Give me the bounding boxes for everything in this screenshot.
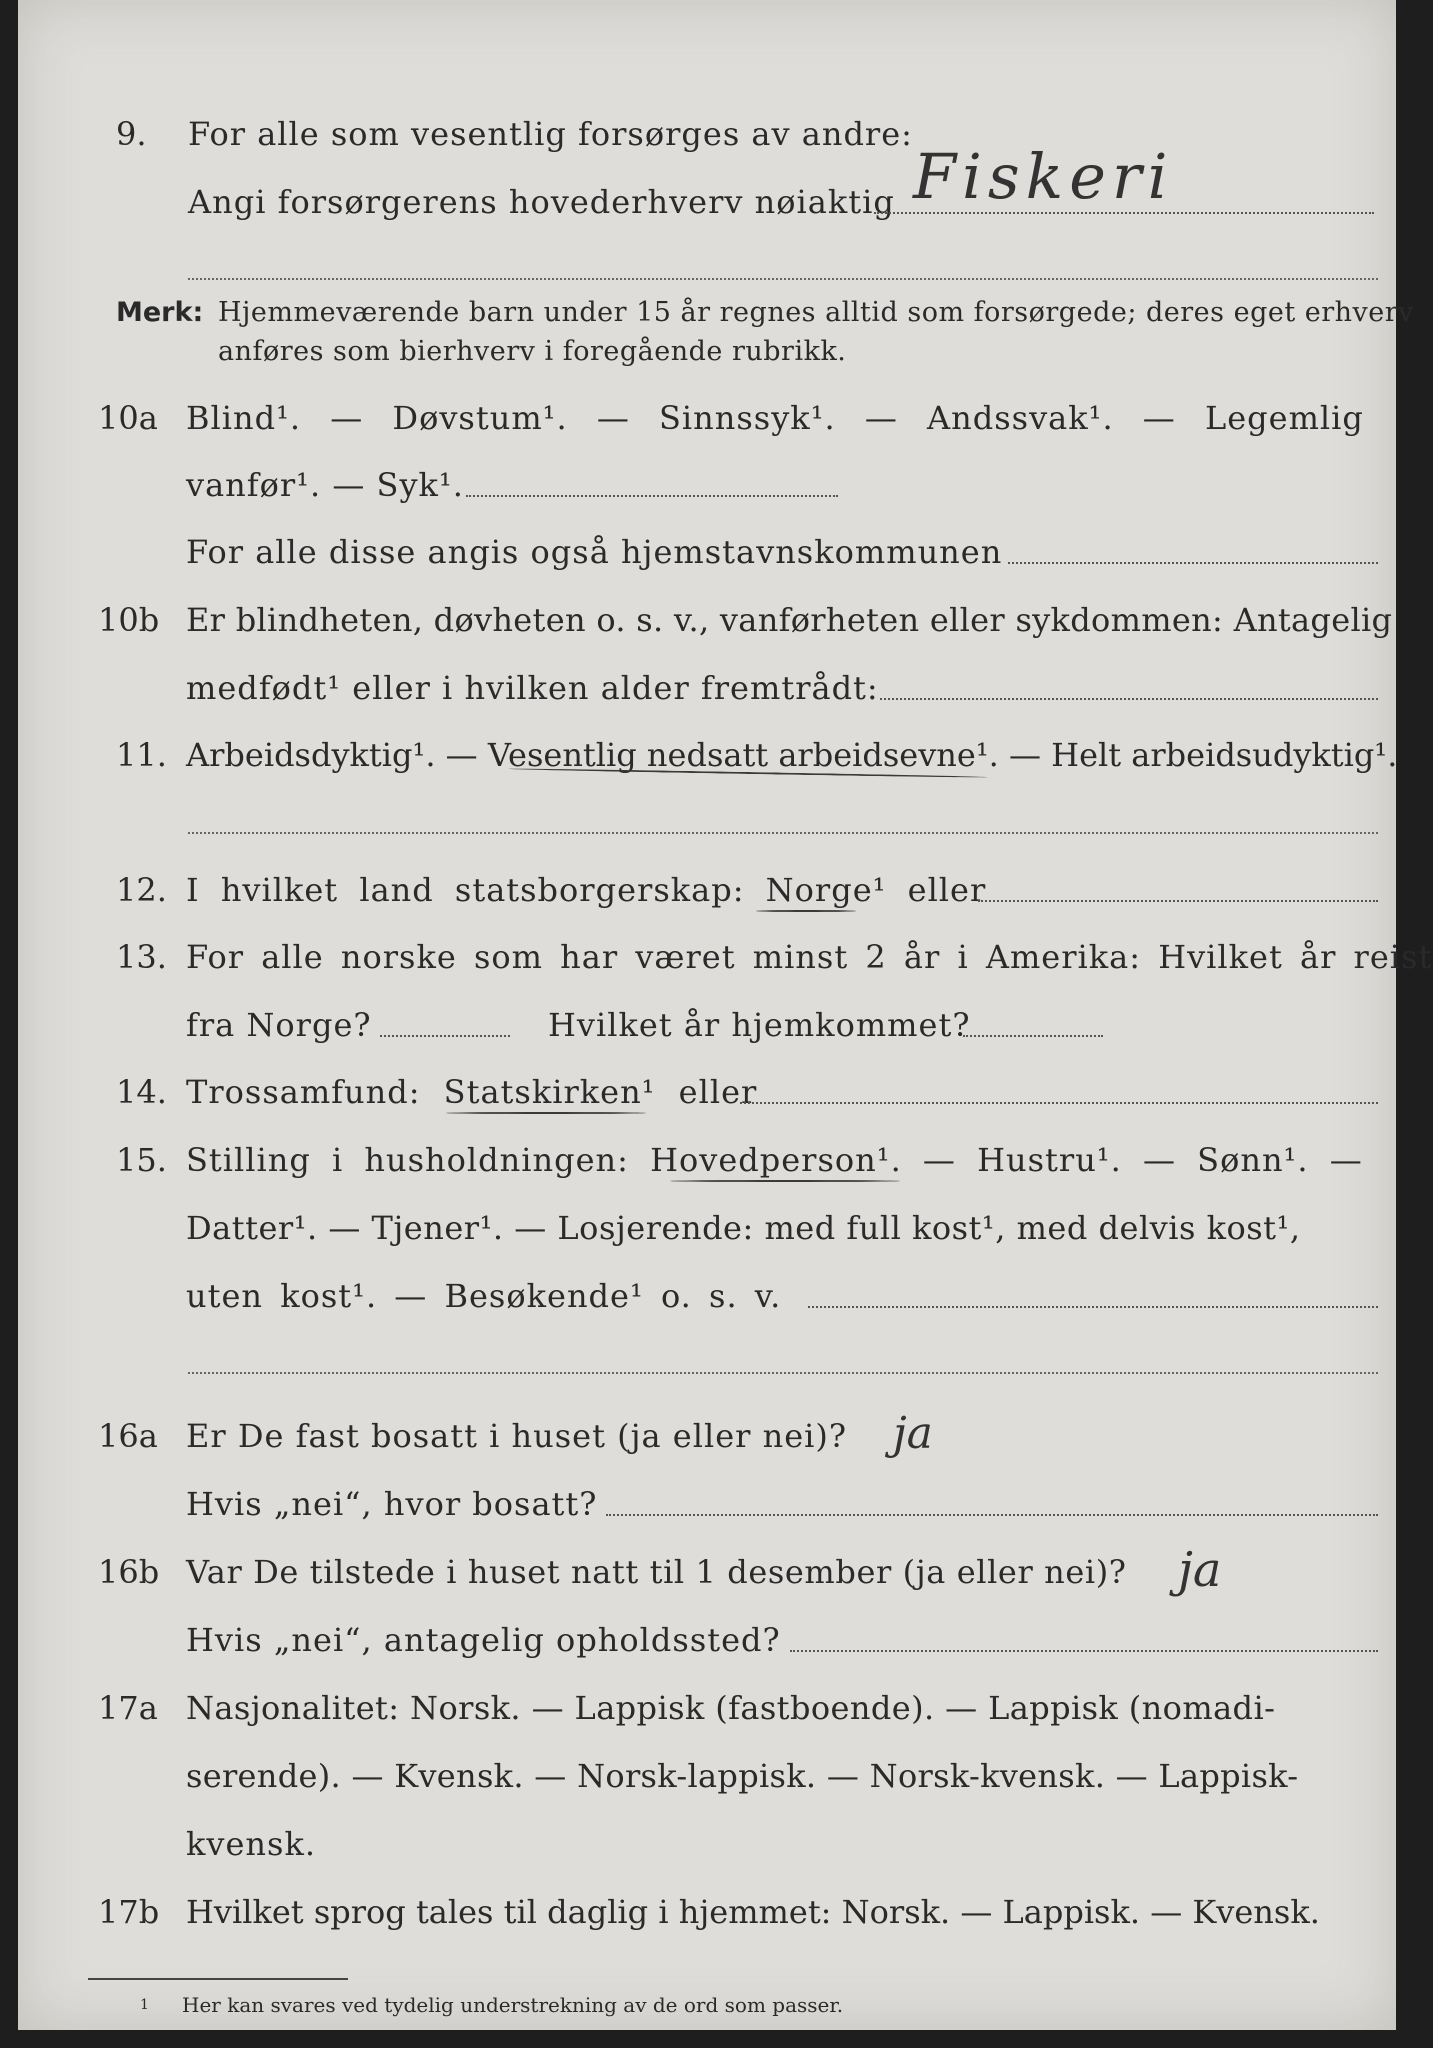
q16b-number: 16b bbox=[98, 1553, 160, 1591]
q16a-line1: Er De fast bosatt i huset (ja eller nei)? bbox=[186, 1417, 848, 1455]
q10a-line2-dots bbox=[466, 495, 838, 497]
census-form-page bbox=[18, 0, 1433, 2030]
q17a-line3: kvensk. bbox=[186, 1825, 316, 1863]
q16a-number: 16a bbox=[98, 1417, 158, 1455]
q10b-number: 10b bbox=[98, 601, 160, 639]
footnote-text: Her kan svares ved tydelig understrekning av de ord som passer. bbox=[182, 1993, 844, 2017]
q13-number: 13. bbox=[116, 938, 167, 976]
merk-line1: Hjemmeværende barn under 15 år regnes alltid som forsørgede; deres eget erhverv bbox=[218, 297, 1414, 328]
q12-number: 12. bbox=[116, 871, 167, 909]
q9-line2: Angi forsørgerens hovederhverv nøiaktig bbox=[188, 183, 895, 221]
q12-line1: I hvilket land statsborgerskap: Norge¹ eller bbox=[186, 871, 987, 909]
q10b-line1: Er blindheten, døvheten o. s. v., vanførheten eller sykdommen: Antagelig bbox=[186, 601, 1393, 639]
q10b-line2-dots bbox=[880, 698, 1378, 700]
q12-underline-mark bbox=[756, 910, 856, 912]
q13-dots-b bbox=[963, 1035, 1103, 1037]
q14-number: 14. bbox=[116, 1073, 167, 1111]
q14-line1: Trossamfund: Statskirken¹ eller bbox=[186, 1073, 758, 1111]
q14-underline-mark bbox=[446, 1112, 646, 1114]
q16b-line1: Var De tilstede i huset natt til 1 desember (ja eller nei)? bbox=[186, 1553, 1127, 1591]
q15-dots bbox=[808, 1306, 1378, 1308]
merk-line2: anføres som bierhverv i foregående rubrikk. bbox=[218, 336, 847, 367]
q17a-line1: Nasjonalitet: Norsk. — Lappisk (fastboende). — Lappisk (nomadi- bbox=[186, 1689, 1276, 1727]
q14-dots bbox=[740, 1102, 1378, 1104]
q16a-handwritten-answer: ja bbox=[893, 1408, 933, 1459]
q15-blank-line bbox=[188, 1372, 1378, 1374]
q13-line2a: fra Norge? bbox=[186, 1006, 372, 1044]
q17a-line2: serende). — Kvensk. — Norsk-lappisk. — Norsk-kvensk. — Lappisk- bbox=[186, 1757, 1299, 1795]
q9-number: 9. bbox=[116, 115, 147, 153]
q15-number: 15. bbox=[116, 1141, 167, 1179]
q10b-line2: medfødt¹ eller i hvilken alder fremtrådt: bbox=[186, 669, 879, 707]
merk-label: Merk: bbox=[116, 297, 204, 328]
q11-line1: Arbeidsdyktig¹. — Vesentlig nedsatt arbeidsevne¹. — Helt arbeidsudyktig¹. bbox=[186, 736, 1398, 774]
q11-number: 11. bbox=[116, 736, 167, 774]
q15-line1: Stilling i husholdningen: Hovedperson¹. — Hustru¹. — Sønn¹. — bbox=[186, 1141, 1363, 1179]
q16b-dots bbox=[790, 1650, 1378, 1652]
q10a-number: 10a bbox=[98, 399, 158, 437]
q9-line1: For alle som vesentlig forsørges av andre: bbox=[188, 115, 913, 153]
q16a-line2: Hvis „nei“, hvor bosatt? bbox=[186, 1485, 598, 1523]
q10a-line3-dots bbox=[1008, 562, 1378, 564]
q10a-line3: For alle disse angis også hjemstavnskommunen bbox=[186, 533, 1003, 571]
footnote-mark: 1 bbox=[140, 1997, 149, 2013]
q11-blank-line bbox=[188, 832, 1378, 834]
q16a-dots bbox=[606, 1514, 1378, 1516]
q15-line2: Datter¹. — Tjener¹. — Losjerende: med full kost¹, med delvis kost¹, bbox=[186, 1209, 1301, 1247]
footnote-separator bbox=[88, 1978, 348, 1980]
q9-blank-line bbox=[188, 278, 1378, 280]
q16b-handwritten-answer: ja bbox=[1178, 1542, 1222, 1598]
q12-dots bbox=[978, 900, 1378, 902]
q15-line3: uten kost¹. — Besøkende¹ o. s. v. bbox=[186, 1277, 782, 1315]
q13-dots-a bbox=[380, 1035, 510, 1037]
q13-line2b: Hvilket år hjemkommet? bbox=[548, 1006, 971, 1044]
q17b-number: 17b bbox=[98, 1893, 160, 1931]
q17b-line1: Hvilket sprog tales til daglig i hjemmet: Norsk. — Lappisk. — Kvensk. bbox=[186, 1893, 1320, 1931]
q15-underline-mark bbox=[670, 1180, 900, 1182]
q10a-line1: Blind¹. — Døvstum¹. — Sinnssyk¹. — Andssvak¹. — Legemlig bbox=[186, 399, 1364, 437]
q16b-line2: Hvis „nei“, antagelig opholdssted? bbox=[186, 1621, 781, 1659]
q10a-line2: vanfør¹. — Syk¹. bbox=[186, 466, 464, 504]
q13-line1: For alle norske som har været minst 2 år i Amerika: Hvilket år reist bbox=[186, 938, 1433, 976]
q17a-number: 17a bbox=[98, 1689, 158, 1727]
q9-handwritten-answer: Fiskeri bbox=[913, 140, 1174, 213]
